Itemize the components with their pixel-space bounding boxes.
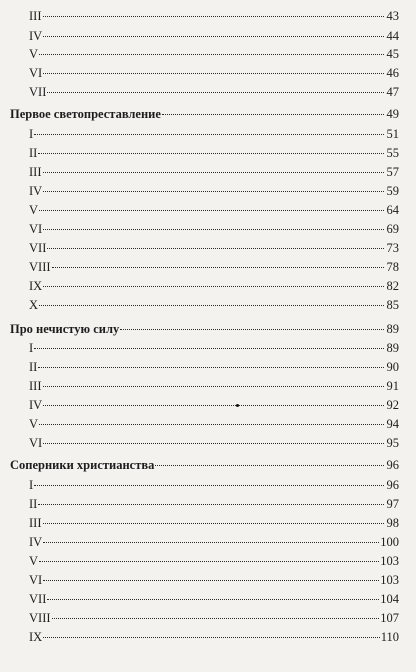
page-number: 89 <box>386 322 399 336</box>
page-number: 110 <box>380 630 399 644</box>
dot-leader <box>43 286 384 287</box>
toc-subsection-entry <box>0 44 416 64</box>
toc-subsection-entry <box>0 357 416 377</box>
subsection-number: VII <box>29 592 47 606</box>
subsection-number: X <box>29 298 39 312</box>
dot-leader <box>47 599 379 600</box>
page-number: 47 <box>386 85 399 99</box>
toc-subsection-entry <box>0 608 416 628</box>
dot-leader <box>43 542 379 543</box>
page-number: 59 <box>386 184 399 198</box>
toc-subsection-entry <box>0 433 416 453</box>
dot-leader <box>162 114 384 115</box>
subsection-number: IX <box>29 630 43 644</box>
page-number: 55 <box>386 146 399 160</box>
dot-leader <box>155 465 384 466</box>
toc-subsection-entry <box>0 6 416 26</box>
page-number: 64 <box>386 203 399 217</box>
page-number: 73 <box>386 241 399 255</box>
dot-leader <box>38 153 384 154</box>
toc-subsection-entry <box>0 238 416 258</box>
page-number: 98 <box>386 516 399 530</box>
dot-leader <box>43 405 384 406</box>
dot-leader <box>52 267 384 268</box>
subsection-number: III <box>29 9 42 23</box>
toc-section-heading <box>0 455 416 475</box>
section-title: Первое светопреставление <box>10 107 161 121</box>
page-number: 95 <box>386 436 399 450</box>
page-number: 78 <box>386 260 399 274</box>
page-number: 51 <box>386 127 399 141</box>
dot-leader <box>38 367 384 368</box>
toc-subsection-entry <box>0 475 416 495</box>
subsection-number: II <box>29 360 38 374</box>
toc-subsection-entry <box>0 219 416 239</box>
subsection-number: III <box>29 379 42 393</box>
toc-subsection-entry <box>0 26 416 46</box>
subsection-number: III <box>29 516 42 530</box>
toc-subsection-entry <box>0 257 416 277</box>
page-number: 49 <box>386 107 399 121</box>
page-number: 91 <box>386 379 399 393</box>
dot-leader <box>43 172 385 173</box>
dot-leader <box>43 386 385 387</box>
page-number: 92 <box>386 398 399 412</box>
page-number: 107 <box>380 611 399 625</box>
page-number: 97 <box>386 497 399 511</box>
subsection-number: V <box>29 417 39 431</box>
page-number: 90 <box>386 360 399 374</box>
section-title: Соперники христианства <box>10 458 155 472</box>
toc-subsection-entry <box>0 124 416 144</box>
dot-leader <box>39 424 384 425</box>
subsection-number: IX <box>29 279 43 293</box>
dot-leader <box>52 618 380 619</box>
dot-leader <box>39 305 384 306</box>
dot-leader <box>43 73 384 74</box>
dot-leader <box>43 580 379 581</box>
page-number: 69 <box>386 222 399 236</box>
page-number: 103 <box>380 573 399 587</box>
subsection-number: VIII <box>29 611 51 625</box>
dot-leader <box>47 92 384 93</box>
toc-subsection-entry <box>0 63 416 83</box>
toc-subsection-entry <box>0 295 416 315</box>
subsection-number: IV <box>29 535 43 549</box>
page-number: 94 <box>386 417 399 431</box>
dot-leader <box>43 229 384 230</box>
page-number: 46 <box>386 66 399 80</box>
toc-section-heading <box>0 104 416 124</box>
dot-leader <box>43 443 384 444</box>
subsection-number: IV <box>29 29 43 43</box>
page-number: 89 <box>386 341 399 355</box>
toc-subsection-entry <box>0 627 416 647</box>
dot-leader <box>47 248 384 249</box>
subsection-number: VI <box>29 573 43 587</box>
dot-leader <box>43 637 380 638</box>
toc-subsection-entry <box>0 589 416 609</box>
subsection-number: VIII <box>29 260 51 274</box>
page-number: 100 <box>380 535 399 549</box>
dot-leader <box>43 523 385 524</box>
toc-subsection-entry <box>0 532 416 552</box>
toc-subsection-entry <box>0 162 416 182</box>
subsection-number: I <box>29 478 34 492</box>
toc-subsection-entry <box>0 376 416 396</box>
page-number: 82 <box>386 279 399 293</box>
section-title: Про нечистую силу <box>10 322 120 336</box>
subsection-number: VII <box>29 241 47 255</box>
subsection-number: II <box>29 146 38 160</box>
toc-subsection-entry <box>0 200 416 220</box>
subsection-number: IV <box>29 398 43 412</box>
toc-subsection-entry <box>0 181 416 201</box>
subsection-number: V <box>29 47 39 61</box>
toc-subsection-entry <box>0 395 416 415</box>
subsection-number: V <box>29 554 39 568</box>
page-number: 85 <box>386 298 399 312</box>
toc-subsection-entry <box>0 82 416 102</box>
dot-leader <box>43 36 384 37</box>
dot-leader <box>39 561 379 562</box>
subsection-number: IV <box>29 184 43 198</box>
subsection-number: I <box>29 127 34 141</box>
subsection-number: VI <box>29 222 43 236</box>
toc-subsection-entry <box>0 494 416 514</box>
dot-leader <box>39 210 384 211</box>
dot-leader <box>38 504 384 505</box>
page-number: 103 <box>380 554 399 568</box>
toc-subsection-entry <box>0 276 416 296</box>
subsection-number: I <box>29 341 34 355</box>
subsection-number: II <box>29 497 38 511</box>
page-number: 44 <box>386 29 399 43</box>
subsection-number: VII <box>29 85 47 99</box>
toc-subsection-entry <box>0 338 416 358</box>
subsection-number: V <box>29 203 39 217</box>
dot-leader <box>120 329 384 330</box>
dot-leader <box>34 134 384 135</box>
subsection-number: III <box>29 165 42 179</box>
dot-leader <box>43 191 384 192</box>
page-number: 43 <box>386 9 399 23</box>
dot-leader <box>34 348 384 349</box>
subsection-number: VI <box>29 436 43 450</box>
ink-speck <box>236 404 239 407</box>
page-number: 104 <box>380 592 399 606</box>
page-number: 96 <box>386 478 399 492</box>
toc-subsection-entry <box>0 551 416 571</box>
dot-leader <box>34 485 384 486</box>
page-number: 57 <box>386 165 399 179</box>
page-number: 45 <box>386 47 399 61</box>
subsection-number: VI <box>29 66 43 80</box>
toc-subsection-entry <box>0 414 416 434</box>
dot-leader <box>43 16 385 17</box>
dot-leader <box>39 54 384 55</box>
toc-subsection-entry <box>0 513 416 533</box>
toc-section-heading <box>0 319 416 339</box>
page-number: 96 <box>386 458 399 472</box>
toc-subsection-entry <box>0 570 416 590</box>
toc-subsection-entry <box>0 143 416 163</box>
